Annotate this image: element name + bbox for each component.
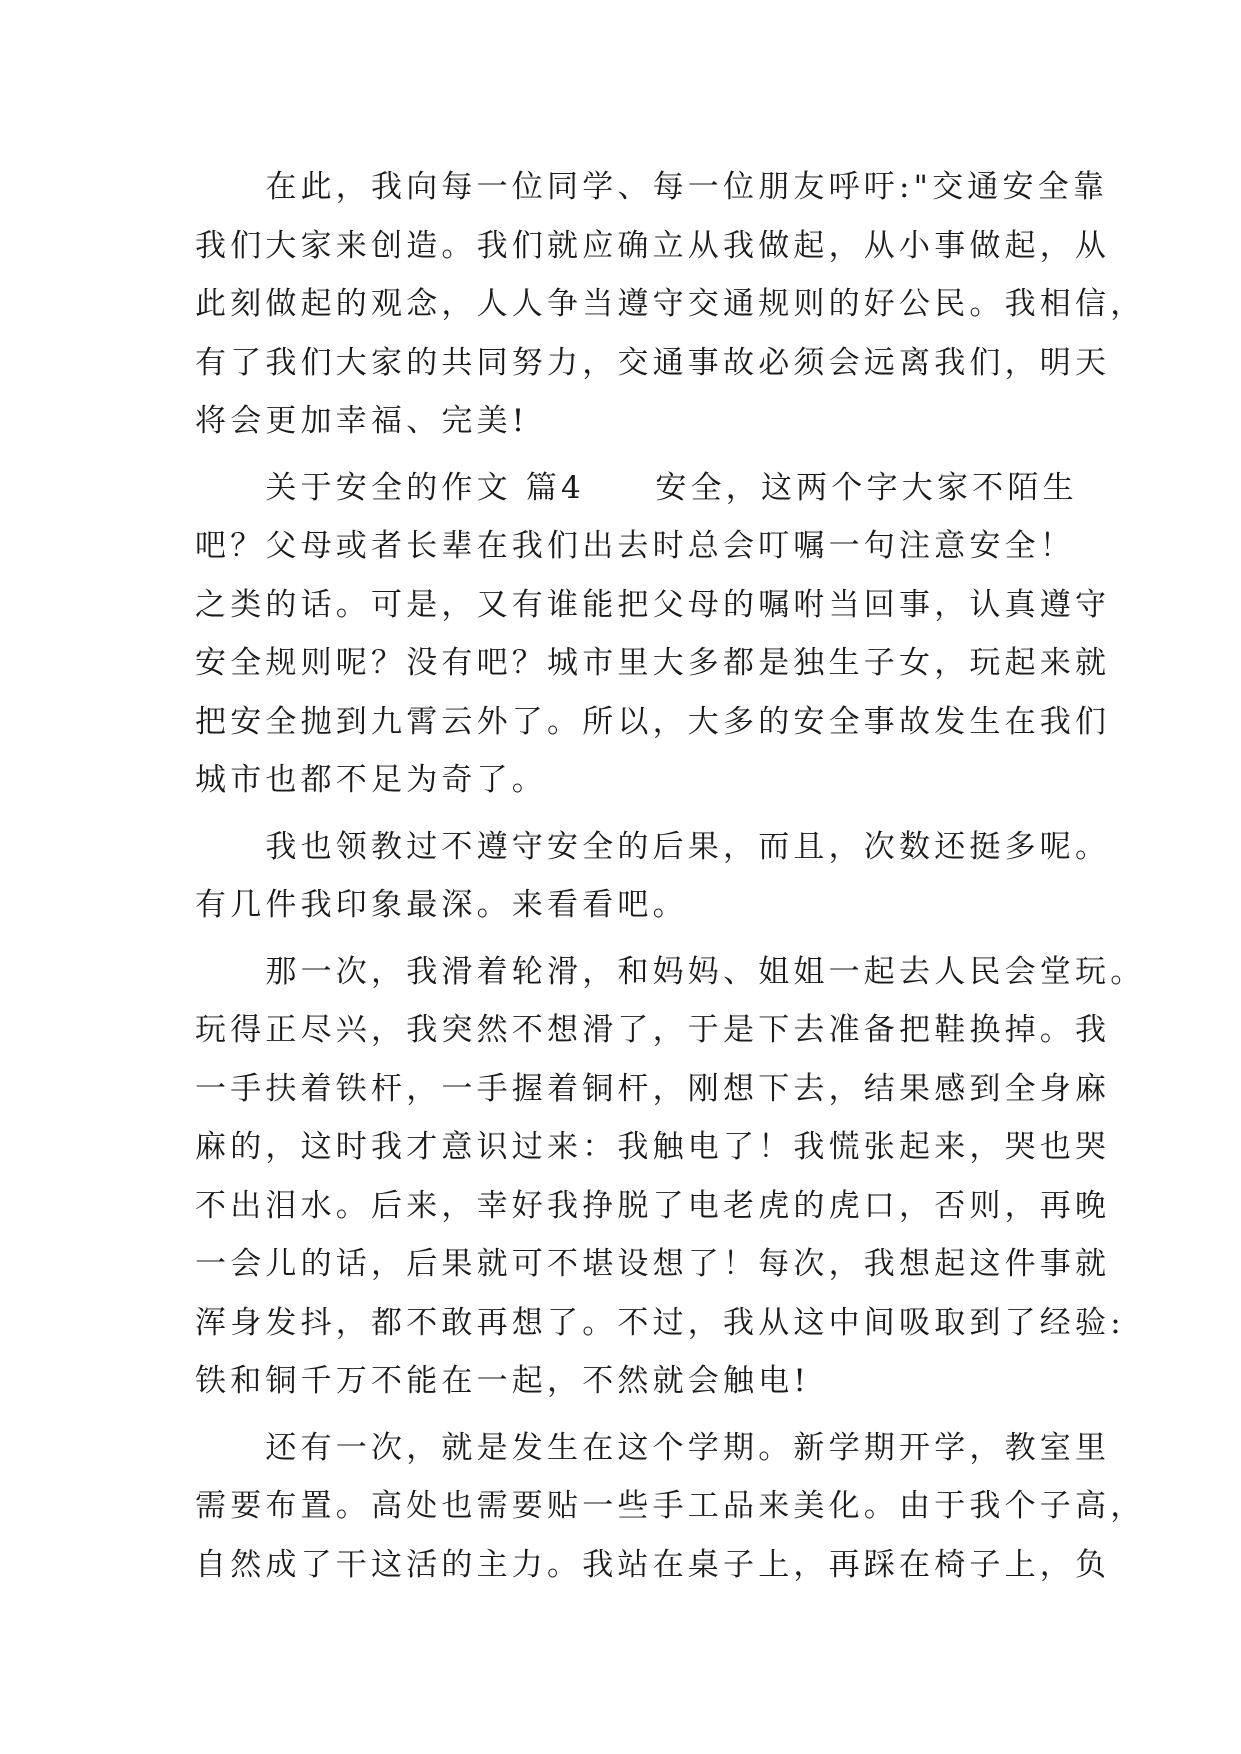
text-line: 在此，我向每一位同学、每一位朋友呼吁:"交通安全靠 bbox=[195, 169, 1109, 205]
text-line: 关于安全的作文 篇4 安全，这两个字大家不陌生 bbox=[195, 469, 1078, 506]
text-line: 铁和铜千万不能在一起，不然就会触电! bbox=[195, 1363, 811, 1399]
text-line: 玩得正尽兴，我突然不想滑了，于是下去准备把鞋换掉。我 bbox=[195, 1012, 1111, 1048]
text-line: 有了我们大家的共同努力，交通事故必须会远离我们，明天 bbox=[195, 344, 1111, 381]
text-line: 将会更加幸福、完美! bbox=[195, 403, 529, 439]
text-line: 城市也都不足为奇了。 bbox=[195, 762, 547, 798]
text-line: 把安全抛到九霄云外了。所以，大多的安全事故发生在我们 bbox=[195, 703, 1111, 740]
text-line: 浑身发抖，都不敢再想了。不过，我从这中间吸取到了经验: bbox=[195, 1304, 1125, 1341]
text-line: 一手扶着铁杆，一手握着铜杆，刚想下去，结果感到全身麻 bbox=[195, 1070, 1111, 1107]
text-line: 安全规则呢？没有吧？城市里大多都是独生子女，玩起来就 bbox=[195, 645, 1111, 681]
text-line: 我们大家来创造。我们就应确立从我做起，从小事做起，从 bbox=[195, 227, 1111, 264]
text-line: 之类的话。可是，又有谁能把父母的嘱咐当回事，认真遵守 bbox=[195, 586, 1111, 623]
text-line: 吧？父母或者长辈在我们出去时总会叮嘱一句注意安全！ bbox=[195, 528, 1075, 564]
text-line: 不出泪水。后来，幸好我挣脱了电老虎的虎口，否则，再晚 bbox=[195, 1187, 1111, 1224]
text-line: 需要布置。高处也需要贴一些手工品来美化。由于我个子高， bbox=[195, 1488, 1146, 1524]
text-line: 还有一次，就是发生在这个学期。新学期开学，教室里 bbox=[195, 1429, 1111, 1466]
text-line: 麻的，这时我才意识过来：我触电了！我慌张起来，哭也哭 bbox=[195, 1129, 1111, 1165]
text-line: 有几件我印象最深。来看看吧。 bbox=[195, 887, 688, 923]
text-line: 那一次，我滑着轮滑，和妈妈、姐姐一起去人民会堂玩。 bbox=[195, 953, 1146, 990]
text-line: 此刻做起的观念，人人争当遵守交通规则的好公民。我相信， bbox=[195, 286, 1146, 322]
text-line: 一会儿的话，后果就可不堪设想了！每次，我想起这件事就 bbox=[195, 1246, 1111, 1282]
essay-body bbox=[195, 158, 1146, 1594]
text-line: 我也领教过不遵守安全的后果，而且，次数还挺多呢。 bbox=[195, 828, 1111, 865]
text-line: 自然成了干这活的主力。我站在桌子上，再踩在椅子上，负 bbox=[195, 1546, 1111, 1583]
